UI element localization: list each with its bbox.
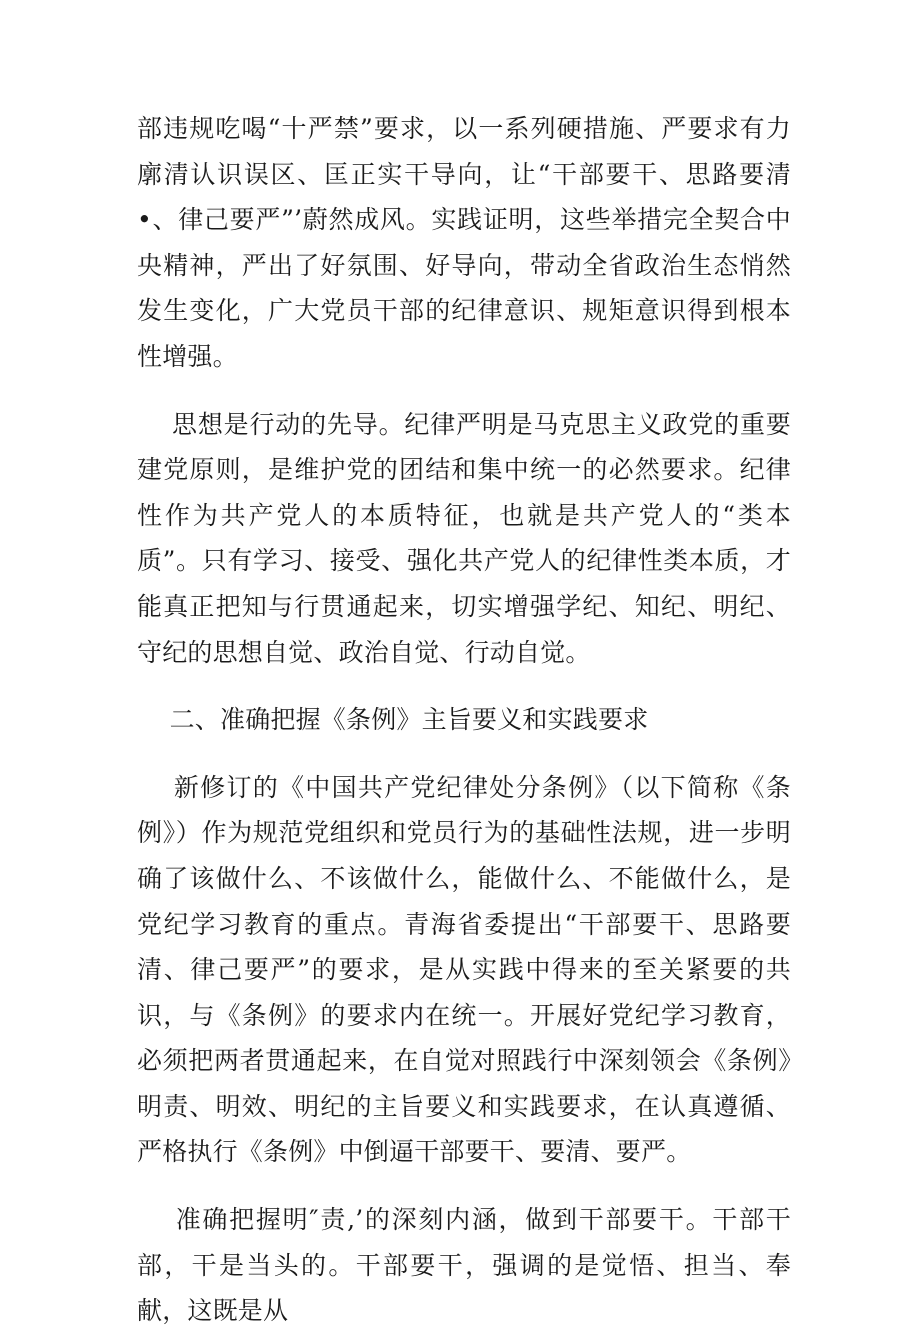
section-heading: 二、准确把握《条例》主旨要义和实践要求 — [137, 705, 649, 735]
paragraph: 准确把握明″责,’的深刻内涵，做到干部要干。干部干部，干是当头的。干部要干，强调的是觉悟、担当、奉献，这既是从 — [137, 1205, 791, 1326]
document-body — [137, 106, 791, 1334]
paragraph: 新修订的《中国共产党纪律处分条例》（以下简称《条例》）作为规范党组织和党员行为的基础性法规，进一步明确了该做什么、不该做什么，能做什么、不能做什么，是党纪学习教育的重点。青海省委提出“干部要干、思路要清、律己要严”的要求，是从实践中得来的至关紧要的共识，与《条例》的要求内在统一。开展好党纪学习教育，必须把两者贯通起来，在自觉对照践行中深刻领会《条例》明责、明效、明纪的主旨要义和实践要求，在认真遵循、严格执行《条例》中倒逼干部要干、要清、要严。 — [137, 772, 791, 1167]
paragraph: 部违规吃喝“十严禁”要求，以一系列硬措施、严要求有力廓清认识误区、匡正实干导向，让“干部要干、思路要清•、律己要严”’蔚然成风。实践证明，这些举措完全契合中央精神，严出了好氛围、好导向，带动全省政治生态悄然发生变化，广大党员干部的纪律意识、规矩意识得到根本性增强。 — [137, 114, 791, 371]
paragraph: 思想是行动的先导。纪律严明是马克思主义政党的重要建党原则，是维护党的团结和集中统一的必然要求。纪律性作为共产党人的本质特征，也就是共产党人的“类本质”。只有学习、接受、强化共产党人的纪律性类本质，才能真正把知与行贯通起来，切实增强学纪、知纪、明纪、守纪的思想自觉、政治自觉、行动自觉。 — [137, 409, 791, 667]
